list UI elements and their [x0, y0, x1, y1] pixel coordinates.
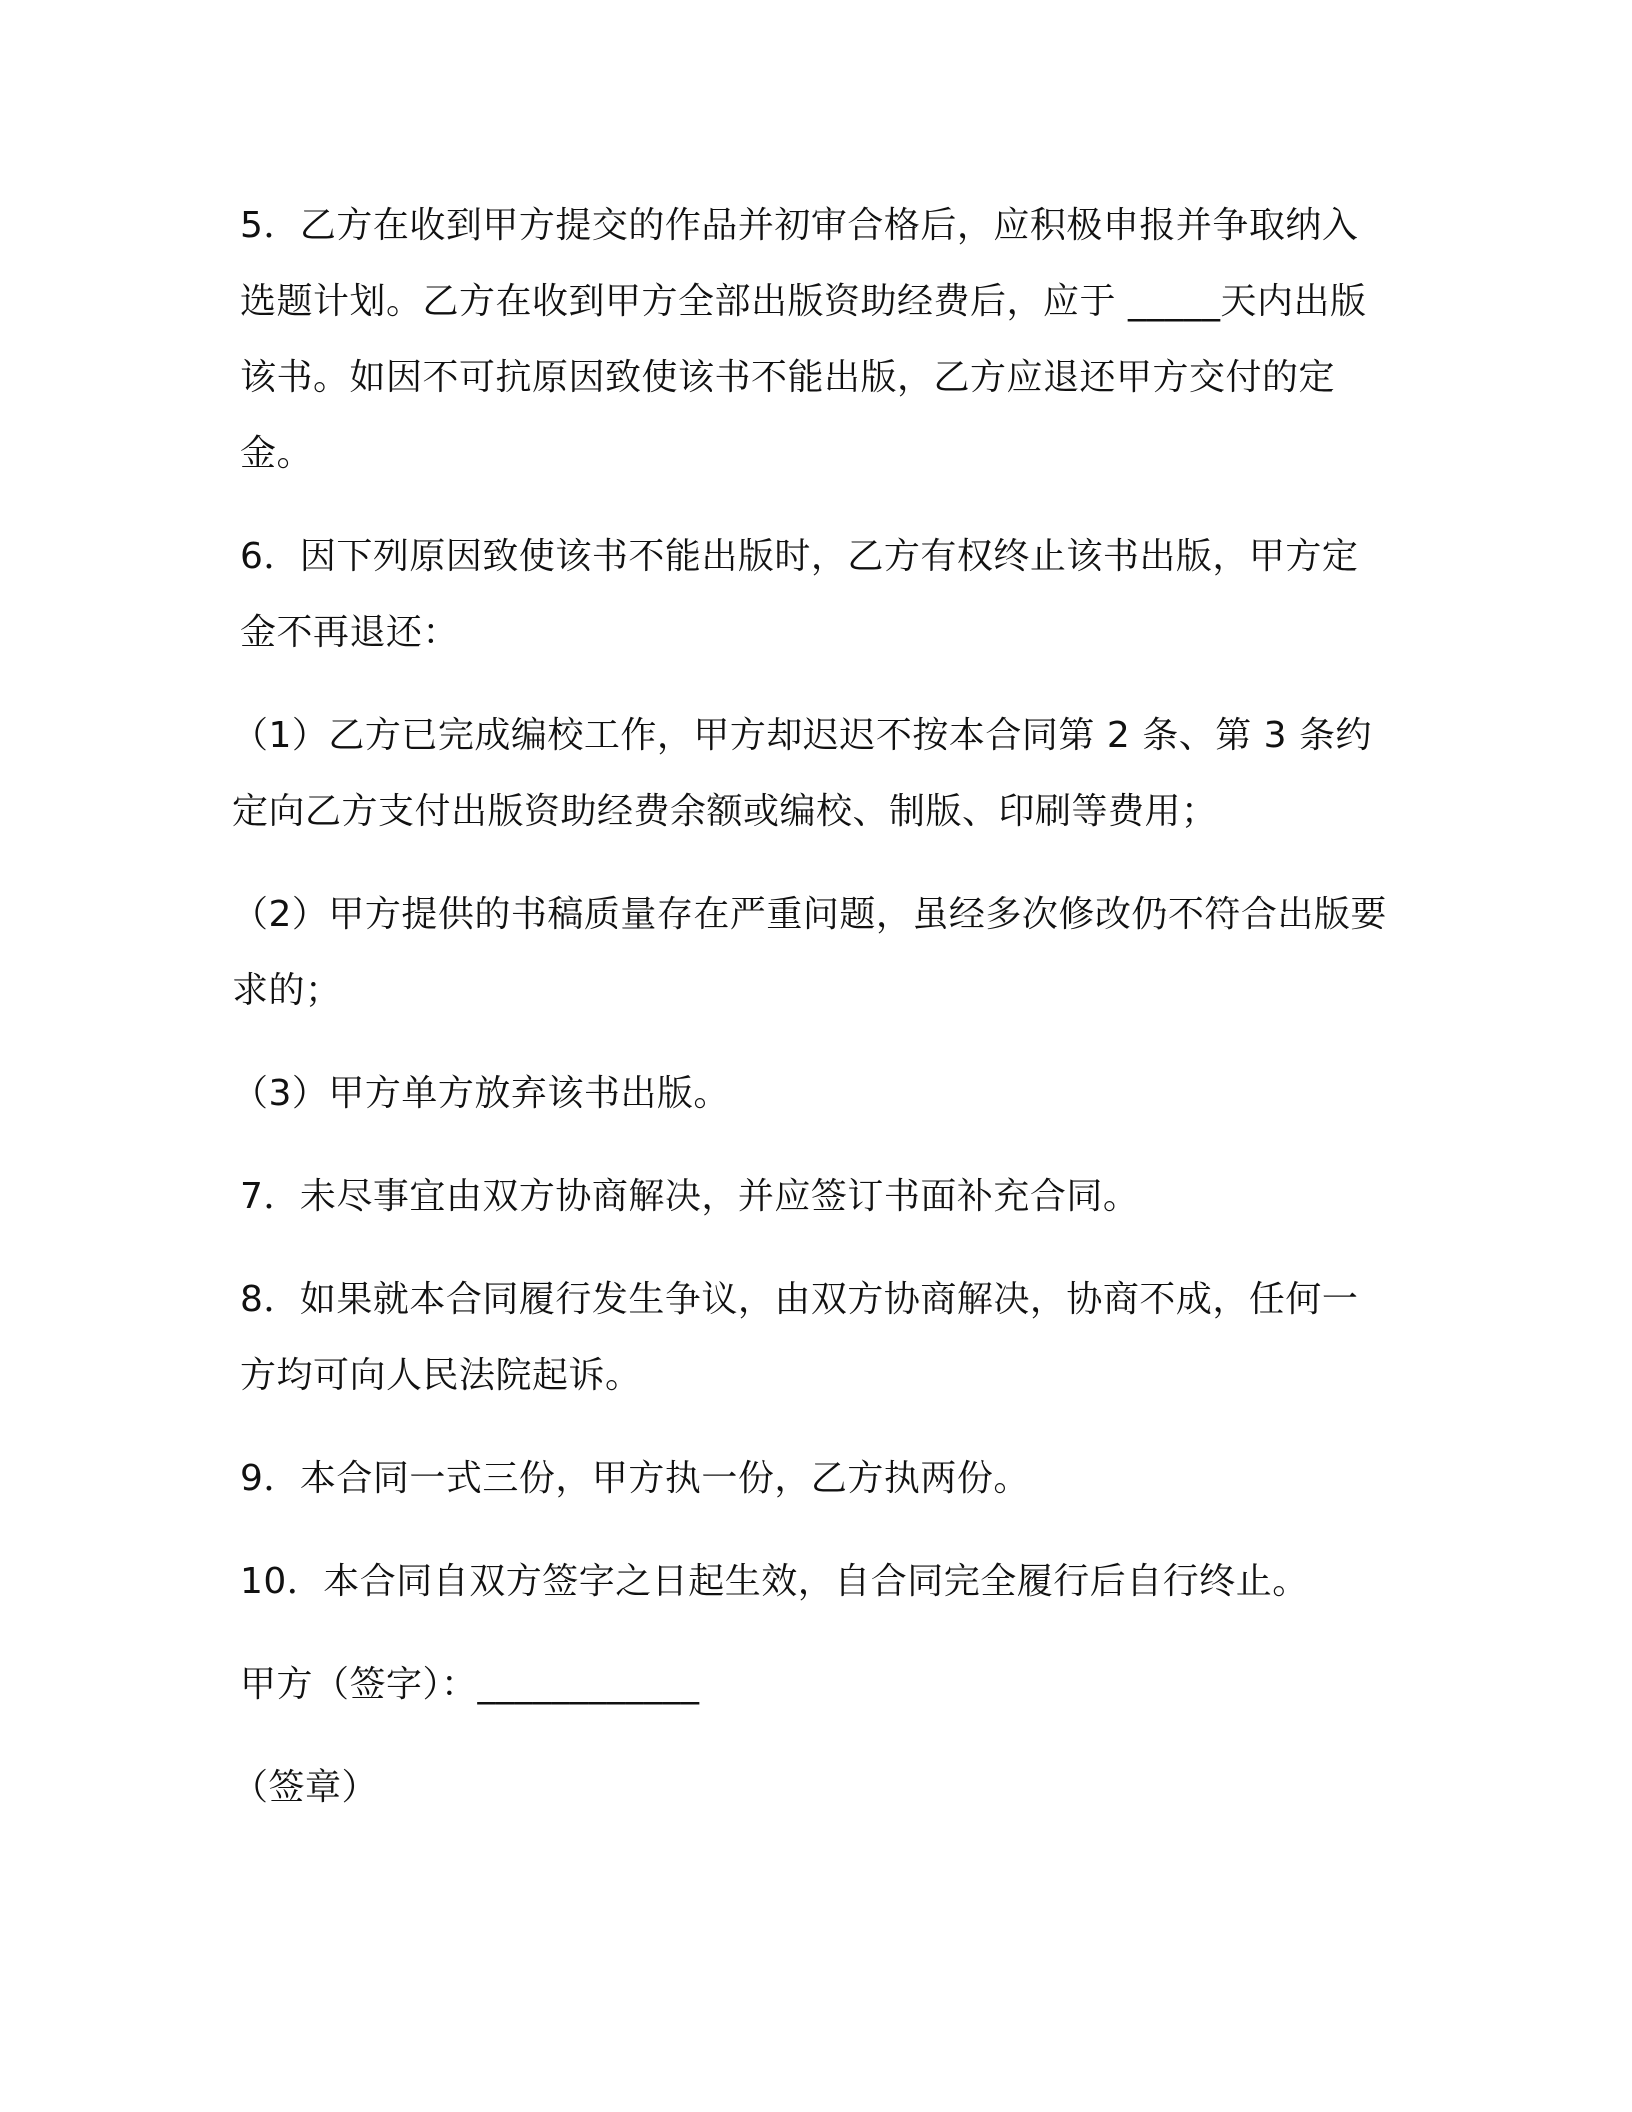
clause-6-item-3: （3）甲方单方放弃该书出版。 — [232, 1073, 730, 1114]
clause-6: 6．因下列原因致使该书不能出版时，乙方有权终止该书出版，甲方定金不再退还： — [240, 536, 1359, 653]
party-a-signature-line: 甲方（签字）：____________ — [240, 1664, 700, 1705]
clause-10: 10．本合同自双方签字之日起生效，自合同完全履行后自行终止。 — [240, 1561, 1309, 1602]
clause-5: 5．乙方在收到甲方提交的作品并初审合格后，应积极申报并争取纳入选题计划。乙方在收到甲方全部出版资助经费后，应于 _____天内出版该书。如因不可抗原因致使该书不能出版，乙方应退还甲方交付的定金。 — [240, 205, 1367, 474]
clause-6-item-2: （2）甲方提供的书稿质量存在严重问题，虽经多次修改仍不符合出版要求的； — [232, 894, 1387, 1011]
clause-6-item-1: （1）乙方已完成编校工作，甲方却迟迟不按本合同第 2 条、第 3 条约定向乙方支付出版资助经费余额或编校、制版、印刷等费用； — [232, 715, 1372, 832]
seal-label: （签章） — [232, 1767, 379, 1808]
document-body — [232, 188, 1390, 1853]
clause-9: 9．本合同一式三份，甲方执一份，乙方执两份。 — [240, 1458, 1030, 1499]
clause-7: 7．未尽事宜由双方协商解决，并应签订书面补充合同。 — [240, 1176, 1140, 1217]
clause-8: 8．如果就本合同履行发生争议，由双方协商解决，协商不成，任何一方均可向人民法院起诉。 — [240, 1279, 1359, 1396]
